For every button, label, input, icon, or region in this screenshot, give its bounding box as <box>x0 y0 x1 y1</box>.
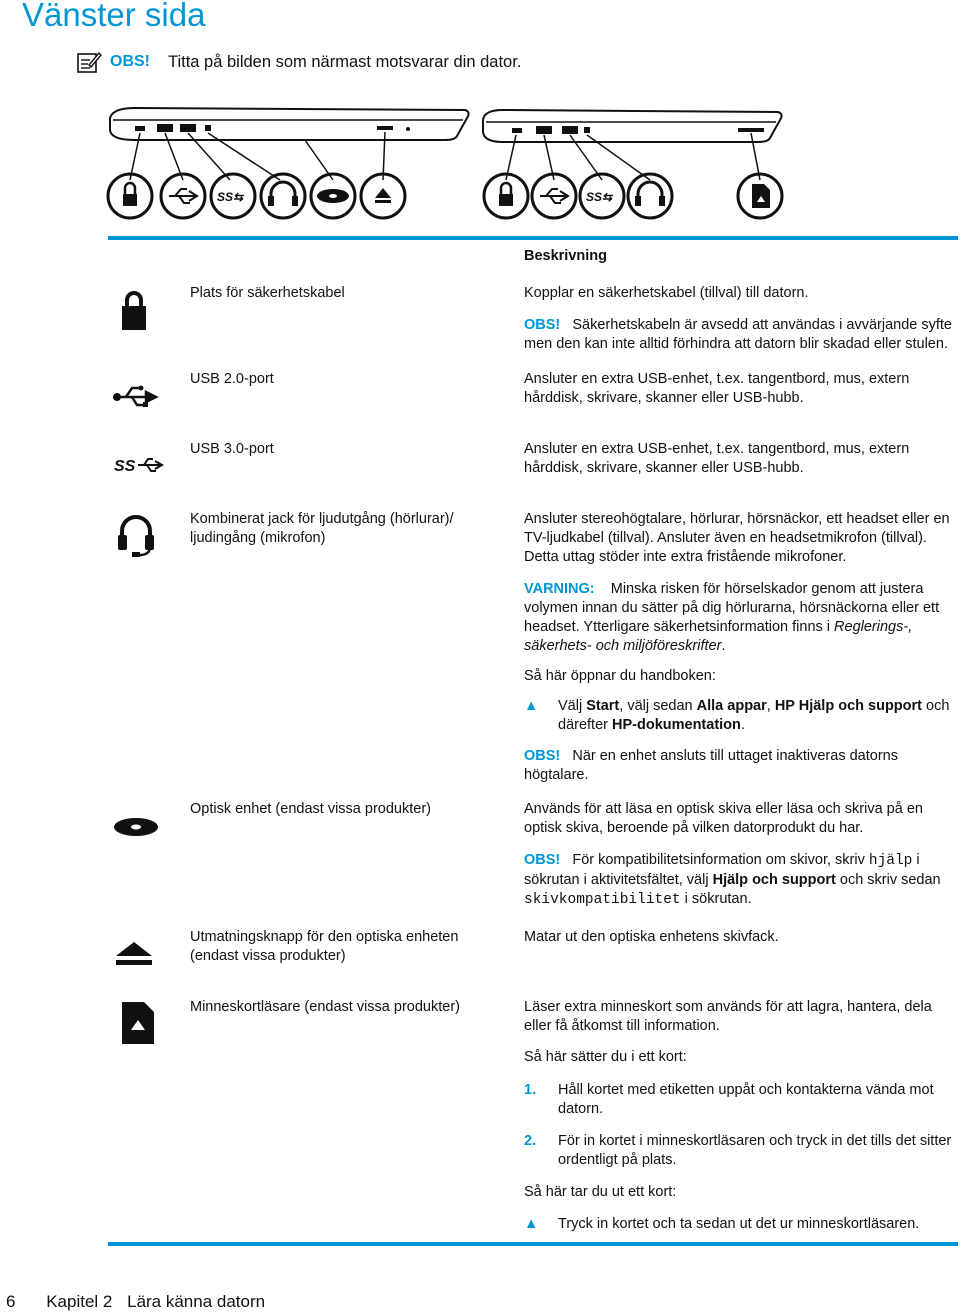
desc-eject-button: Matar ut den optiska enhetens skivfack. <box>524 929 779 945</box>
page-title: Vänster sida <box>22 0 206 33</box>
step-all-apps: Alla appar <box>696 698 767 714</box>
svg-text:SS⇆: SS⇆ <box>217 190 244 204</box>
warning-doc-title: Reglerings-, säkerhets- och miljöföreskrifter <box>524 619 913 654</box>
desc-usb3: Ansluter en extra USB-enhet, t.ex. tangentbord, mus, extern hårddisk, skrivare, skanner eller USB-hubb. <box>524 441 910 476</box>
note-label: OBS! <box>110 53 150 70</box>
step-hp-docs: HP-dokumentation <box>612 717 741 733</box>
step-text-part: , <box>766 698 771 714</box>
warning-label: VARNING: <box>524 581 595 597</box>
note-text: i sökrutan i aktivitetsfältet, välj <box>524 852 920 888</box>
note-text: För kompatibilitetsinformation om skivor, skriv <box>572 852 865 868</box>
triangle-bullet-icon: ▲ <box>524 1216 539 1232</box>
insert-card-title: Så här sätter du i ett kort: <box>524 1049 687 1065</box>
search-term-disc-compat: skivkompatibilitet <box>524 892 681 908</box>
page-footer <box>6 1292 265 1312</box>
lock-icon <box>112 288 156 332</box>
step-hp-help: HP Hjälp och support <box>774 698 922 714</box>
insert-step-1 <box>524 1081 952 1119</box>
warning-text: Minska risken för hörselskador genom att justera volymen innan du sätter på dig hörlurarna, hörsnäckorna eller ett headset. Ytterligare säkerhetsinformation finns i <box>524 581 940 635</box>
warning-audio <box>524 580 952 656</box>
step-text <box>558 697 952 735</box>
component-eject-button: Utmatningsknapp för den optiska enheten (endast vissa produkter) <box>190 929 459 964</box>
note-icon <box>76 50 102 74</box>
note-text: och skriv sedan <box>839 872 941 888</box>
eject-icon <box>112 938 156 968</box>
step-text-part: . <box>740 717 745 733</box>
step-start: Start <box>586 698 620 714</box>
component-card-reader: Minneskortläsare (endast vissa produkter) <box>190 999 460 1015</box>
step-text-part: , välj sedan <box>619 698 693 714</box>
note-text: i sökrutan. <box>684 891 752 907</box>
help-and-support: Hjälp och support <box>712 872 836 888</box>
desc-optical-drive: Används för att läsa en optisk skiva eller läsa och skriva på en optisk skiva, beroende på vilken datorprodukt du har. <box>524 801 923 836</box>
component-audio-jack: Kombinerat jack för ljudutgång (hörlurar)/ ljudingång (mikrofon) <box>190 511 454 546</box>
laptop-illustration-b <box>478 100 798 220</box>
headset-icon <box>112 513 160 557</box>
step-number: 2. <box>524 1133 537 1149</box>
step-text-part: Välj <box>558 698 583 714</box>
step-number: 1. <box>524 1082 537 1098</box>
chapter-label: Kapitel 2 <box>46 1292 113 1311</box>
svg-text:SS⇆: SS⇆ <box>586 190 613 204</box>
desc-security-cable: Kopplar en säkerhetskabel (tillval) till datorn. <box>524 285 809 301</box>
chapter-title: Lära känna datorn <box>127 1292 266 1311</box>
component-optical-drive: Optisk enhet (endast vissa produkter) <box>190 801 431 817</box>
note-label: OBS! <box>524 748 561 764</box>
usb-icon <box>112 382 160 412</box>
desc-usb2: Ansluter en extra USB-enhet, t.ex. tangentbord, mus, extern hårddisk, skrivare, skanner eller USB-hubb. <box>524 371 910 406</box>
insert-step-2 <box>524 1132 952 1170</box>
usb-superspeed-icon <box>112 452 164 478</box>
svg-text:SS: SS <box>114 458 136 475</box>
step-text-part: och därefter <box>558 698 950 733</box>
table-top-rule <box>108 236 958 240</box>
component-usb2: USB 2.0-port <box>190 371 274 387</box>
table-bottom-rule <box>108 1242 958 1246</box>
note-security-cable <box>524 316 952 354</box>
step-text: För in kortet i minneskortläsaren och tryck in det tills det sitter ordentligt på plats. <box>558 1133 952 1168</box>
desc-card-reader: Läser extra minneskort som används för att lagra, hantera, dela eller få åtkomst till information. <box>524 999 932 1034</box>
note-text: Säkerhetskabeln är avsedd att användas i avvärjande syfte men den kan inte alltid förhindra att datorn blir skadad eller stulen. <box>524 317 952 352</box>
memory-card-icon <box>118 998 158 1046</box>
triangle-bullet-icon: ▲ <box>524 698 539 714</box>
desc-audio-jack: Ansluter stereohögtalare, hörlurar, hörsnäckor, ett headset eller en TV-ljudkabel (tillval). Ansluter även en headsetmikrofon (tillval). Detta uttag stöder inte extra fristående mikrofoner. <box>524 511 950 565</box>
laptop-illustration-a <box>105 100 475 220</box>
search-term-help: hjälp <box>868 853 913 869</box>
component-security-cable: Plats för säkerhetskabel <box>190 285 345 301</box>
note-label: OBS! <box>524 317 561 333</box>
component-usb3: USB 3.0-port <box>190 441 274 457</box>
column-header-description: Beskrivning <box>524 248 607 264</box>
step-text: Tryck in kortet och ta sedan ut det ur minneskortläsaren. <box>558 1216 920 1232</box>
step-text: Håll kortet med etiketten uppåt och kontakterna vända mot datorn. <box>558 1082 934 1117</box>
page-number: 6 <box>6 1292 16 1311</box>
warning-end: . <box>721 638 726 654</box>
optical-disc-icon <box>112 815 160 839</box>
note-label: OBS! <box>524 852 561 868</box>
howto-manual-title: Så här öppnar du handboken: <box>524 668 716 684</box>
note-audio <box>524 747 952 785</box>
note-text: Titta på bilden som närmast motsvarar din dator. <box>168 52 522 71</box>
howto-manual-step <box>524 697 952 735</box>
remove-step <box>524 1215 952 1234</box>
remove-card-title: Så här tar du ut ett kort: <box>524 1184 677 1200</box>
top-note <box>76 50 521 74</box>
note-optical-drive <box>524 851 952 910</box>
note-text: När en enhet ansluts till uttaget inaktiveras datorns högtalare. <box>524 748 898 783</box>
